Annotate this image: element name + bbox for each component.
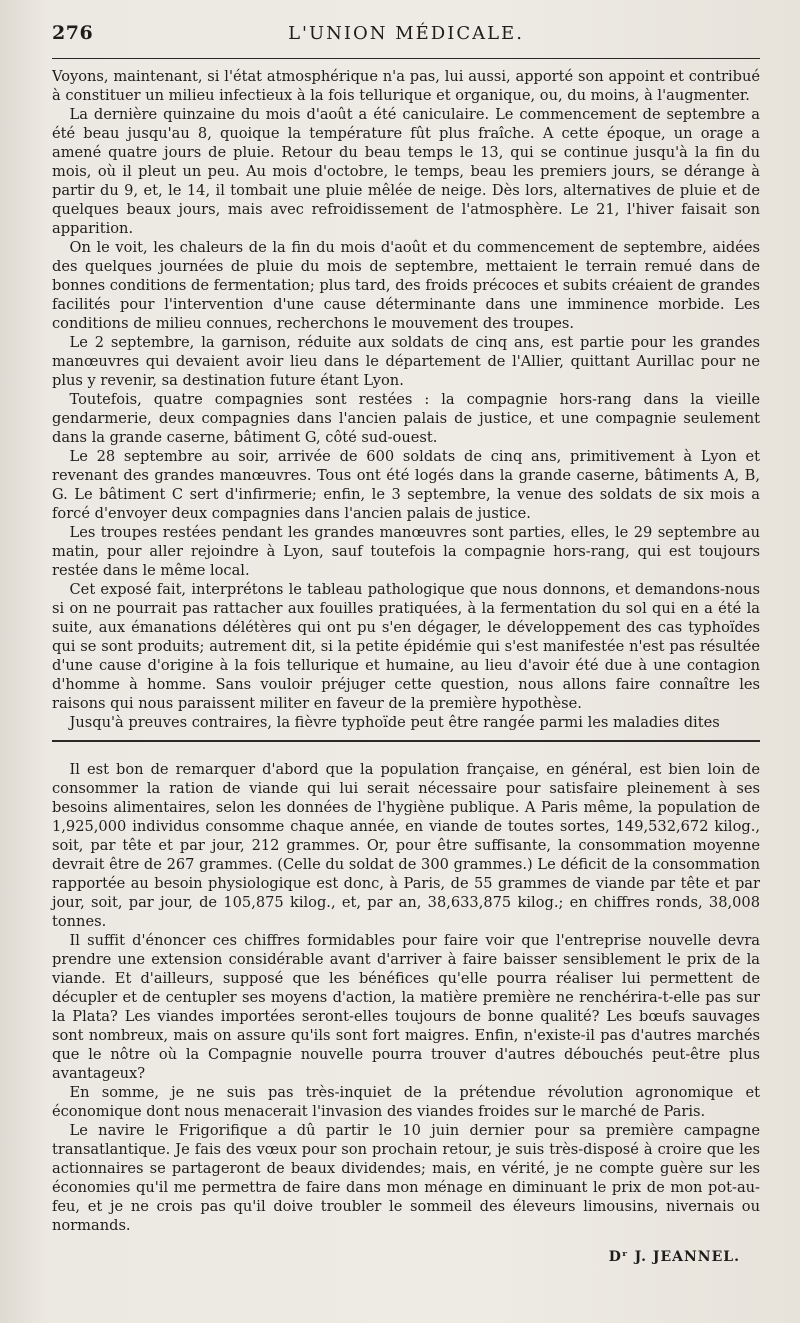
paragraph: Toutefois, quatre compagnies sont restées : la compagnie hors-rang dans la vieille gendarmerie, deux compagnies dans l'ancien palais de justice, et une compagnie seulement dans la grande caserne, bâtiment G, côté sud-ouest. [52,391,760,446]
page-number: 276 [52,22,94,44]
paragraph: Il suffit d'énoncer ces chiffres formidables pour faire voir que l'entreprise nouvelle devra prendre une extension considérable avant d'arriver à faire baisser sensiblement le prix de la viande. Et d'ailleurs, supposé que les bénéfices qu'elle pourra réaliser lui permettent de décupler et de centupler ses moyens d'action, la matière première ne renchérira-t-elle pas sur la Plata? Les viandes importées seront-elles toujours de bonne qualité? Les bœufs sauvages sont nombreux, mais on assure qu'ils sont fort maigres. Enfin, n'existe-il pas d'autres marchés que le nôtre où la Compagnie nouvelle pourra trouver d'autres débouchés peut-être plus avantageux? [52,932,760,1082]
paragraph: Le 28 septembre au soir, arrivée de 600 soldats de cinq ans, primitivement à Lyon et revenant des grandes manœuvres. Tous ont été logés dans la grande caserne, bâtiments A, B, G. Le bâtiment C sert d'infirmerie; enfin, le 3 septembre, la venue des soldats de six mois a forcé d'envoyer deux compagnies dans l'ancien palais de justice. [52,448,760,522]
paragraph: Il est bon de remarquer d'abord que la population française, en général, est bien loin de consommer la ration de viande qui lui serait nécessaire pour satisfaire pleinement à ses besoins alimentaires, selon les données de l'hygiène publique. A Paris même, la population de 1,925,000 individus consomme chaque année, en viande de toutes sortes, 149,532,672 kilog., soit, par tête et par jour, 212 grammes. Or, pour être suffisante, la consommation moyenne devrait être de 267 grammes. (Celle du soldat de 300 grammes.) Le déficit de la consommation rapportée au besoin physiologique est donc, à Paris, de 55 grammes de viande par tête et par jour, soit, par jour, de 105,875 kilog., et, par an, 38,633,875 kilog.; en chiffres ronds, 38,008 tonnes. [52,761,760,930]
page-header [52,22,760,52]
paragraph: Les troupes restées pendant les grandes manœuvres sont parties, elles, le 29 septembre au matin, pour aller rejoindre à Lyon, sauf toutefois la compagnie hors-rang, qui est toujours restée dans le même local. [52,524,760,579]
paragraph: Voyons, maintenant, si l'état atmosphérique n'a pas, lui aussi, apporté son appoint et contribué à constituer un milieu infectieux à la fois tellurique et organique, ou, du moins, à l'augmenter. [52,68,760,104]
paragraph: En somme, je ne suis pas très-inquiet de la prétendue révolution agronomique et économique dont nous menacerait l'invasion des viandes froides sur le marché de Paris. [52,1084,760,1120]
main-article [52,67,760,732]
paragraph: Cet exposé fait, interprétons le tableau pathologique que nous donnons, et demandons-nous si on ne pourrait pas rattacher aux fouilles pratiquées, à la fermentation du sol qui en a été la suite, aux émanations délétères qui ont pu s'en dégager, le développement des cas typhoïdes qui se sont produits; autrement dit, si la petite épidémie qui s'est manifestée n'est pas résultée d'une cause d'origine à la fois tellurique et humaine, au lieu d'avoir été due à une contagion d'homme à homme. Sans vouloir préjuger cette question, nous allons faire connaître les raisons qui nous paraissent militer en faveur de la première hypothèse. [52,581,760,712]
running-title: L'UNION MÉDICALE. [288,23,524,44]
header-rule [52,58,760,59]
paragraph: Le 2 septembre, la garnison, réduite aux soldats de cinq ans, est partie pour les grandes manœuvres qui devaient avoir lieu dans le département de l'Allier, quittant Aurillac pour ne plus y revenir, sa destination future étant Lyon. [52,334,760,389]
paragraph: On le voit, les chaleurs de la fin du mois d'août et du commencement de septembre, aidées des quelques journées de pluie du mois de septembre, mettaient le terrain remué dans de bonnes conditions de fermentation; plus tard, des froids précoces et subits créaient de grandes facilités pour l'intervention d'une cause déterminante dans une imminence morbide. Les conditions de milieu connues, recherchons le mouvement des troupes. [52,239,760,332]
paragraph: Jusqu'à preuves contraires, la fièvre typhoïde peut être rangée parmi les maladies dites [69,714,720,731]
paragraph: La dernière quinzaine du mois d'août a été caniculaire. Le commencement de septembre a été beau jusqu'au 8, quoique la température fût plus fraîche. A cette époque, un orage a amené quatre jours de pluie. Retour du beau temps le 13, qui se continue jusqu'à la fin du mois, où il pleut un peu. Au mois d'octobre, le temps, beau les premiers jours, se dérange à partir du 9, et, le 14, il tombait une pluie mêlée de neige. Dès lors, alternatives de pluie et de quelques beaux jours, mais avec refroidissement de l'atmosphère. Le 21, l'hiver faisait son apparition. [52,106,760,237]
author-signature: Dʳ J. JEANNEL. [608,1249,740,1265]
section-divider [52,740,760,742]
paragraph: Le navire le Frigorifique a dû partir le 10 juin dernier pour sa première campagne transatlantique. Je fais des vœux pour son prochain retour, je suis très-disposé à croire que les actionnaires se partageront de beaux dividendes; mais, en vérité, je ne compte guère sur les économies qu'il me permettra de faire dans mon ménage en diminuant le prix de mon pot-au-feu, et je ne crois pas qu'il doive troubler le sommeil des éleveurs limousins, nivernais ou normands. [52,1122,760,1234]
continued-article [52,760,760,1235]
